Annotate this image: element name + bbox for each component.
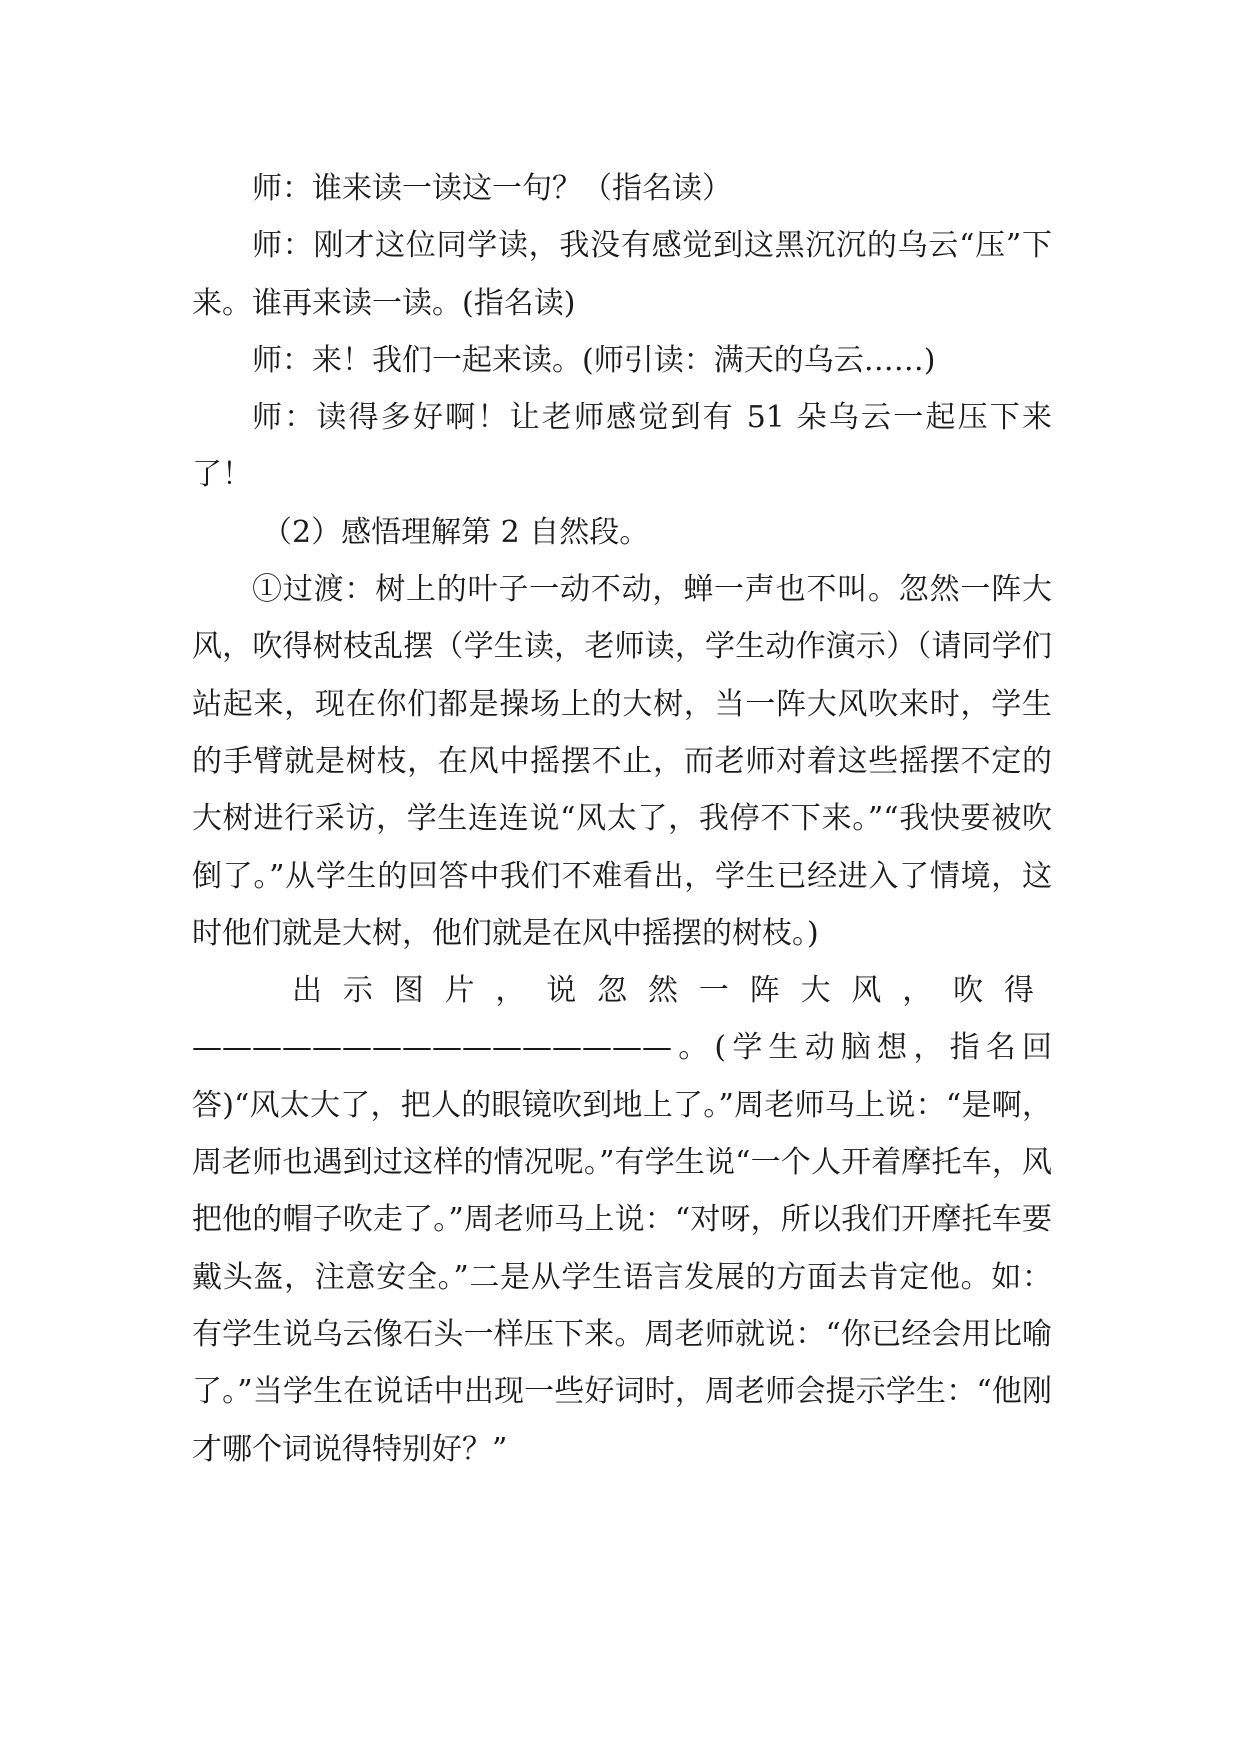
paragraph: 师：刚才这位同学读，我没有感觉到这黑沉沉的乌云“压”下来。谁再来读一读。(指名读) [192,228,1052,321]
paragraph: 师：谁来读一读这一句？（指名读） [252,171,732,206]
document-page [192,160,1052,1478]
paragraph: 出示图片，说忽然一阵大风，吹得 [292,973,1052,1009]
paragraph: ①过渡：树上的叶子一动不动，蝉一声也不叫。忽然一阵大风，吹得树枝乱摆（学生读，老师读，学生动作演示）（请同学们站起来，现在你们都是操场上的大树，当一阵大风吹来时，学生的手臂就是树枝，在风中摇摆不止，而老师对着这些摇摆不定的大树进行采访，学生连连说“风太了，我停不下来。”“我快要被吹倒了。”从学生的回答中我们不难看出，学生已经进入了情境，这时他们就是大树，他们就是在风中摇摆的树枝。) [192,572,1052,951]
paragraph: ————————————————。(学生动脑想，指名回答)“风太大了，把人的眼镜吹到地上了。”周老师马上说：“是啊，周老师也遇到过这样的情况呢。”有学生说“一个人开着摩托车，风把他的帽子吹走了。”周老师马上说：“对呀，所以我们开摩托车要戴头盔，注意安全。”二是从学生语言发展的方面去肯定他。如：有学生说乌云像石头一样压下来。周老师就说：“你已经会用比喻了。”当学生在说话中出现一些好词时，周老师会提示学生：“他刚才哪个词说得特别好？” [192,1030,1052,1467]
paragraph: 师：来！我们一起来读。(师引读：满天的乌云……) [252,342,936,378]
paragraph: 师：读得多好啊！让老师感觉到有 51 朵乌云一起压下来了！ [192,400,1052,493]
section-heading: （2）感悟理解第 2 自然段。 [262,514,650,550]
